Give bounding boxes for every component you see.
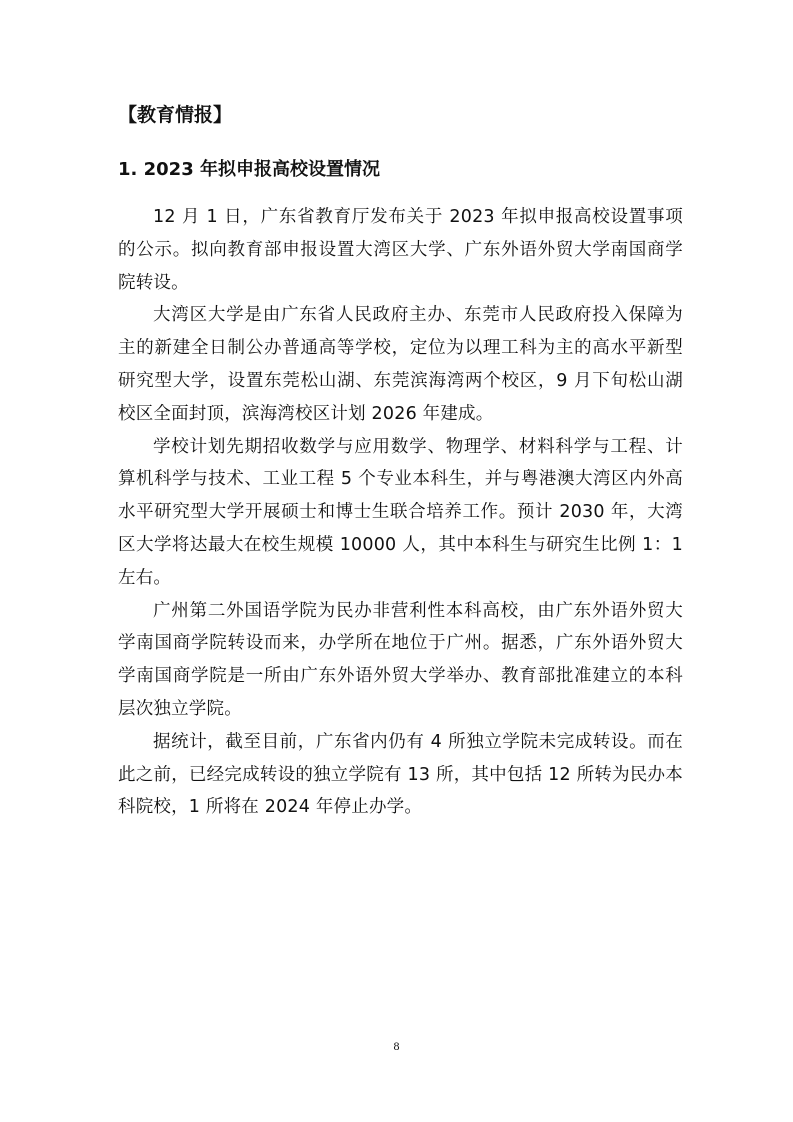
paragraph: 学校计划先期招收数学与应用数学、物理学、材料科学与工程、计算机科学与技术、工业工程 5 个专业本科生，并与粤港澳大湾区内外高水平研究型大学开展硕士和博士生联合培养工作。预计 2030 年，大湾区大学将达最大在校生规模 10000 人，其中本科生与研究生比例 1：1 左右。 xyxy=(118,436,683,588)
article-title: 1. 2023 年拟申报高校设置情况 xyxy=(118,159,380,180)
paragraph: 广州第二外国语学院为民办非营利性本科高校，由广东外语外贸大学南国商学院转设而来，办学所在地位于广州。据悉，广东外语外贸大学南国商学院是一所由广东外语外贸大学举办、教育部批准建立的本科层次独立学院。 xyxy=(118,600,683,719)
page-number: 8 xyxy=(393,1039,400,1053)
paragraph: 大湾区大学是由广东省人民政府主办、东莞市人民政府投入保障为主的新建全日制公办普通高等学校，定位为以理工科为主的高水平新型研究型大学，设置东莞松山湖、东莞滨海湾两个校区，9 月下旬松山湖校区全面封顶，滨海湾校区计划 2026 年建成。 xyxy=(118,305,683,424)
article-body xyxy=(118,201,683,824)
section-heading: 【教育情报】 xyxy=(118,104,233,126)
paragraph: 12 月 1 日，广东省教育厅发布关于 2023 年拟申报高校设置事项的公示。拟向教育部申报设置大湾区大学、广东外语外贸大学南国商学院转设。 xyxy=(118,207,683,293)
paragraph: 据统计，截至目前，广东省内仍有 4 所独立学院未完成转设。而在此之前，已经完成转设的独立学院有 13 所，其中包括 12 所转为民办本科院校，1 所将在 2024 年停止办学。 xyxy=(118,731,683,818)
